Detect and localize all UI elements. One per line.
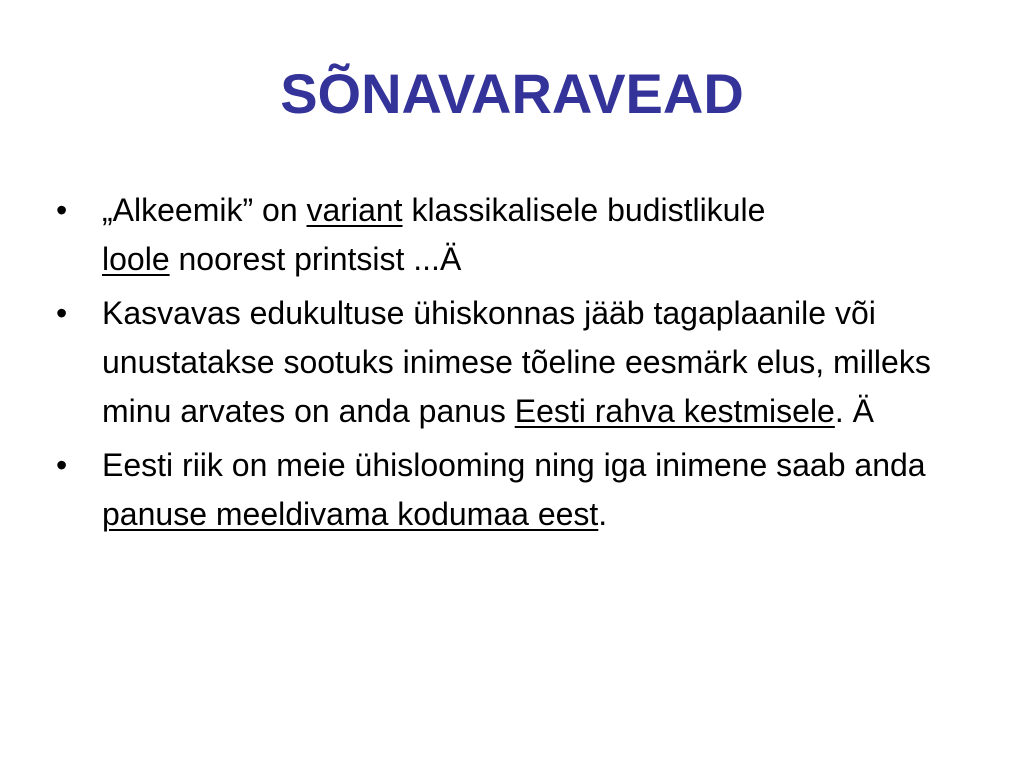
bullet-text: klassikalisele budistlikule bbox=[402, 192, 766, 228]
bullet-text: Eesti riik on meie ühislooming ning iga inimene saab anda bbox=[102, 447, 926, 483]
bullet-icon: • bbox=[56, 295, 68, 331]
bullet-text: Kasvavas edukultuse ühiskonnas jääb tagaplaanile või unustatakse sootuks inimese tõeline eesmärk elus, milleks minu arvates on anda panus bbox=[102, 295, 931, 429]
underlined-phrase-panuse-meeldivama: panuse meeldivama kodumaa eest bbox=[102, 496, 599, 532]
slide-title: SÕNAVARAVEAD bbox=[280, 62, 744, 125]
underlined-word-loole: loole bbox=[102, 241, 170, 277]
bullet-icon: • bbox=[56, 447, 68, 483]
bullet-text: noorest printsist ...Ä bbox=[169, 241, 462, 277]
bullet-item-1 bbox=[56, 186, 956, 284]
bullet-item-2 bbox=[56, 289, 956, 436]
bullet-text: . bbox=[598, 496, 608, 532]
underlined-phrase-eesti-rahva-kestmisele: Eesti rahva kestmisele bbox=[514, 393, 835, 429]
bullet-icon: • bbox=[56, 192, 68, 228]
bullet-item-3 bbox=[56, 441, 956, 539]
bullet-list bbox=[56, 186, 956, 544]
bullet-text: „Alkeemik” on bbox=[102, 192, 307, 228]
underlined-word-variant: variant bbox=[306, 192, 403, 228]
bullet-text: . Ä bbox=[834, 393, 874, 429]
